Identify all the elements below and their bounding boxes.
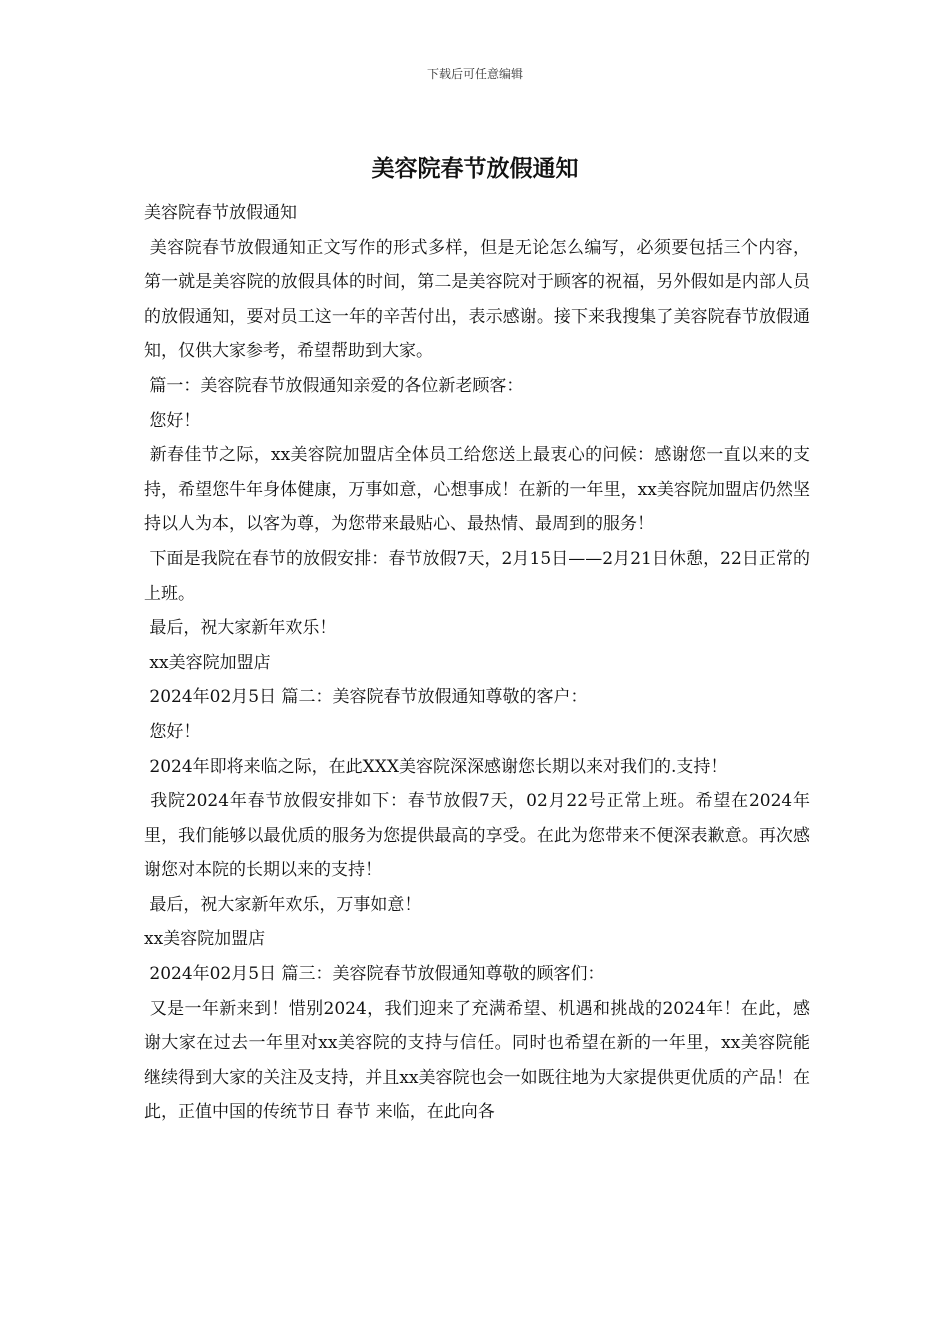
paragraph: 您好！	[144, 721, 201, 742]
paragraph: 美容院春节放假通知	[144, 203, 297, 223]
paragraph: 又是一年新来到！惜别2024，我们迎来了充满希望、机遇和挑战的2024年！在此，感谢大家在过去一年里对xx美容院的支持与信任。同时也希望在新的一年里，xx美容院能继续得到大家的关注及支持，并且xx美容院也会一如既往地为大家提供更优质的产品！在此，正值中国的传统节日 春节 来临，在此向各	[144, 998, 810, 1123]
paragraph: 美容院春节放假通知正文写作的形式多样，但是无论怎么编写，必须要包括三个内容，第一就是美容院的放假具体的时间，第二是美容院对于顾客的祝福，另外假如是内部人员的放假通知，要对员工这一年的辛苦付出，表示感谢。接下来我搜集了美容院春节放假通知，仅供大家参考，希望帮助到大家。	[144, 237, 811, 362]
document-body	[144, 196, 810, 1130]
paragraph: 2024年02月5日 篇三：美容院春节放假通知尊敬的顾客们：	[144, 964, 605, 985]
paragraph: 新春佳节之际，xx美容院加盟店全体员工给您送上最衷心的问候：感谢您一直以来的支持，希望您牛年身体健康，万事如意，心想事成！在新的一年里，xx美容院加盟店仍然坚持以人为本，以客为尊，为您带来最贴心、最热情、最周到的服务！	[144, 445, 810, 535]
paragraph: 2024年02月5日 篇二：美容院春节放假通知尊敬的客户：	[144, 687, 588, 708]
paragraph: 篇一：美容院春节放假通知亲爱的各位新老顾客：	[144, 375, 524, 396]
paragraph: 最后，祝大家新年欢乐！	[144, 618, 337, 639]
paragraph: 我院2024年春节放假安排如下：春节放假7天，02月22号正常上班。希望在2024年里，我们能够以最优质的服务为您提供最高的享受。在此为您带来不便深表歉意。再次感谢您对本院的长期以来的支持！	[144, 791, 810, 881]
paragraph: xx美容院加盟店	[144, 652, 271, 673]
paragraph: xx美容院加盟店	[144, 929, 266, 950]
paragraph: 下面是我院在春节的放假安排：春节放假7天，2月15日——2月21日休憩，22日正常的上班。	[144, 548, 810, 604]
paragraph: 最后，祝大家新年欢乐，万事如意！	[144, 894, 422, 915]
header-note: 下载后可任意编辑	[426, 67, 523, 81]
document-title: 美容院春节放假通知	[371, 155, 579, 182]
paragraph: 2024年即将来临之际，在此XXX美容院深深感谢您长期以来对我们的.支持！	[144, 756, 728, 777]
paragraph: 您好！	[144, 410, 201, 431]
